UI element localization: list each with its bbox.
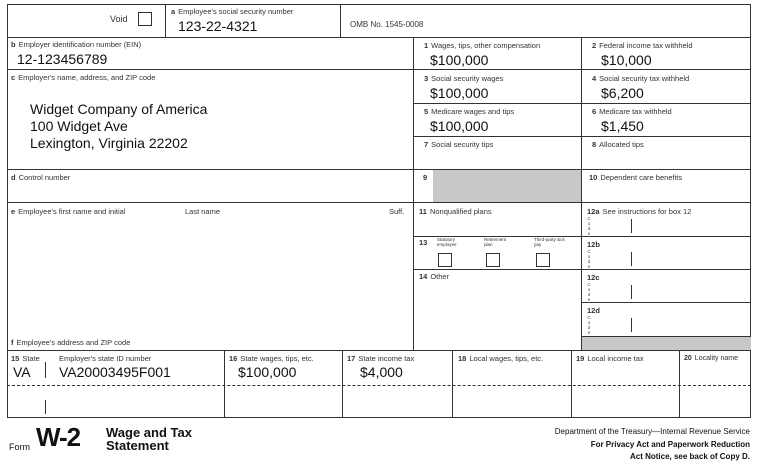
employer-name[interactable]: Widget Company of America bbox=[30, 101, 208, 117]
box-18-label: 18 Local wages, tips, etc. bbox=[458, 354, 544, 363]
divider bbox=[7, 37, 751, 38]
box-4-label: 4 Social security tax withheld bbox=[592, 74, 690, 83]
divider bbox=[224, 350, 225, 418]
employer-street[interactable]: 100 Widget Ave bbox=[30, 118, 128, 134]
state-value[interactable]: VA bbox=[13, 364, 31, 380]
box-12-shade bbox=[582, 337, 751, 350]
divider bbox=[7, 202, 413, 203]
code-divider bbox=[631, 318, 632, 332]
box-a-label: a Employee's social security number bbox=[171, 7, 294, 16]
omb-number: OMB No. 1545-0008 bbox=[350, 20, 424, 29]
box-6-label: 6 Medicare tax withheld bbox=[592, 107, 672, 116]
box-5-label: 5 Medicare wages and tips bbox=[424, 107, 515, 116]
box-e-last-label: Last name bbox=[185, 207, 221, 216]
divider bbox=[413, 202, 751, 203]
box-3-label: 3 Social security wages bbox=[424, 74, 504, 83]
statutory-label: Statutory employee bbox=[437, 237, 457, 247]
box-17-value[interactable]: $4,000 bbox=[360, 364, 403, 380]
box-4-value[interactable]: $6,200 bbox=[601, 85, 644, 101]
code-letters-12b: C o d e bbox=[587, 249, 591, 269]
box-9-label: 9 bbox=[423, 173, 428, 182]
box-1-value[interactable]: $100,000 bbox=[430, 52, 489, 68]
form-title: Wage and Tax Statement bbox=[106, 425, 192, 453]
code-letters-12d: C o d e bbox=[587, 315, 591, 335]
box-12d-label: 12d bbox=[587, 306, 600, 315]
box-2-label: 2 Federal income tax withheld bbox=[592, 41, 693, 50]
code-letters-12c: C o d e bbox=[587, 282, 591, 302]
box-16-value[interactable]: $100,000 bbox=[238, 364, 297, 380]
box-d-label: d Control number bbox=[11, 173, 71, 182]
form-name: W-2 bbox=[36, 422, 81, 452]
box-12b-label: 12b bbox=[587, 240, 600, 249]
divider bbox=[340, 4, 341, 37]
box-1-label: 1 Wages, tips, other compensation bbox=[424, 41, 541, 50]
box-16-label: 16 State wages, tips, etc. bbox=[229, 354, 314, 363]
notice-text: Act Notice, see back of Copy D. bbox=[629, 452, 750, 461]
box-14-label: 14 Other bbox=[419, 272, 450, 281]
sickpay-label: Third-party sick pay bbox=[534, 237, 565, 247]
box-20-label: 20 Locality name bbox=[684, 355, 738, 362]
box-5-value[interactable]: $100,000 bbox=[430, 118, 489, 134]
box-7-label: 7 Social security tips bbox=[424, 140, 494, 149]
divider bbox=[7, 169, 413, 170]
state-divider bbox=[45, 362, 46, 378]
void-checkbox[interactable] bbox=[138, 12, 152, 26]
box-15-label: 15 State bbox=[11, 354, 40, 363]
code-divider bbox=[631, 252, 632, 266]
divider bbox=[342, 350, 343, 418]
divider bbox=[581, 37, 582, 350]
state-id-value[interactable]: VA20003495F001 bbox=[59, 364, 171, 380]
void-label: Void bbox=[110, 14, 128, 24]
ein-value[interactable]: 12-123456789 bbox=[17, 51, 108, 67]
box-e-suff-label: Suff. bbox=[389, 207, 405, 216]
code-divider bbox=[631, 285, 632, 299]
box-8-label: 8 Allocated tips bbox=[592, 140, 644, 149]
box-12a-label: 12a See instructions for box 12 bbox=[587, 207, 692, 216]
sickpay-checkbox[interactable] bbox=[536, 253, 550, 267]
box-3-value[interactable]: $100,000 bbox=[430, 85, 489, 101]
divider bbox=[581, 302, 751, 303]
divider bbox=[7, 385, 751, 386]
code-letters-12a: C o d e bbox=[587, 216, 591, 236]
retirement-checkbox[interactable] bbox=[486, 253, 500, 267]
box-9-shade bbox=[433, 170, 581, 202]
box-11-label: 11 Nonqualified plans bbox=[419, 207, 492, 216]
divider bbox=[413, 136, 751, 137]
divider bbox=[165, 4, 166, 37]
ssn-value[interactable]: 123-22-4321 bbox=[178, 18, 258, 34]
code-divider bbox=[631, 219, 632, 233]
divider bbox=[413, 69, 751, 70]
box-17-label: 17 State income tax bbox=[347, 354, 415, 363]
retirement-label: Retirement plan bbox=[484, 237, 507, 247]
box-f-label: f Employee's address and ZIP code bbox=[11, 338, 131, 347]
box-e-label: e Employee's first name and initial bbox=[11, 207, 126, 216]
employer-city[interactable]: Lexington, Virginia 22202 bbox=[30, 135, 188, 151]
box-c-label: c Employer's name, address, and ZIP code bbox=[11, 73, 156, 82]
divider bbox=[452, 350, 453, 418]
box-b-label: b Employer identification number (EIN) bbox=[11, 40, 142, 49]
box-13-label: 13 bbox=[419, 238, 428, 247]
dept-text: Department of the Treasury—Internal Revenue Service bbox=[554, 427, 750, 436]
divider bbox=[7, 350, 751, 351]
privacy-text: For Privacy Act and Paperwork Reduction bbox=[590, 440, 750, 449]
box-10-label: 10 Dependent care benefits bbox=[589, 173, 683, 182]
divider bbox=[413, 236, 751, 237]
divider bbox=[413, 37, 414, 350]
box-12c-label: 12c bbox=[587, 273, 600, 282]
statutory-checkbox[interactable] bbox=[438, 253, 452, 267]
form-word: Form bbox=[9, 442, 30, 452]
divider bbox=[7, 69, 413, 70]
box-6-value[interactable]: $1,450 bbox=[601, 118, 644, 134]
box-2-value[interactable]: $10,000 bbox=[601, 52, 652, 68]
divider bbox=[571, 350, 572, 418]
divider bbox=[679, 350, 680, 418]
divider bbox=[413, 269, 751, 270]
divider bbox=[413, 103, 751, 104]
box-15-id-label: Employer's state ID number bbox=[59, 354, 152, 363]
box-19-label: 19 Local income tax bbox=[576, 354, 644, 363]
state-divider bbox=[45, 400, 46, 414]
